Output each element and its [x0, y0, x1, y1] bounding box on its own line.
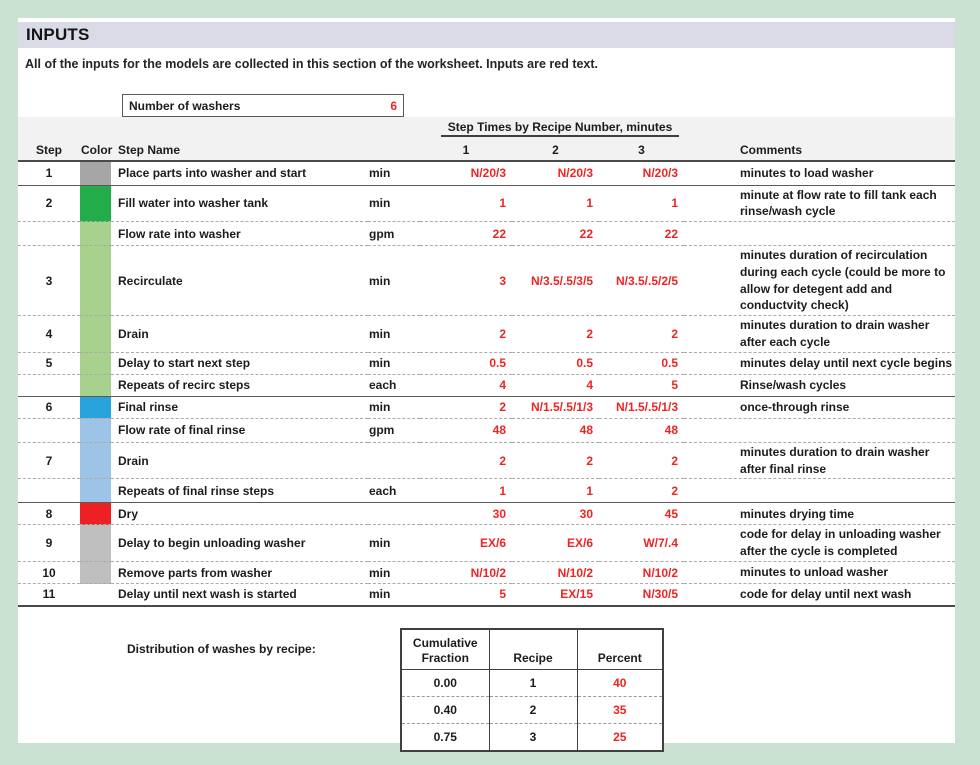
comment: minutes delay until next cycle begins [684, 352, 955, 374]
dist-col-cumulative-fraction: Cumulative Fraction [401, 629, 489, 670]
recipe-1-value: 22 [420, 222, 512, 246]
step-number: 6 [18, 396, 80, 418]
step-name: Delay to start next step [111, 352, 368, 374]
distribution-row [401, 723, 663, 751]
recipe-2-value: 48 [512, 418, 599, 442]
recipe-1-value: 1 [420, 185, 512, 222]
table-row [18, 246, 955, 316]
step-name: Final rinse [111, 396, 368, 418]
recipe-1-value: 30 [420, 503, 512, 525]
unit: min [368, 246, 420, 316]
recipe-2-value: N/20/3 [557, 166, 593, 181]
percent-value: 40 [577, 669, 663, 696]
number-of-washers-value: 6 [390, 98, 397, 113]
col-header-comments: Comments [740, 143, 803, 157]
comment [684, 418, 955, 442]
step-name: Recirculate [111, 246, 368, 316]
step-number: 2 [18, 185, 80, 222]
step-number: 1 [45, 166, 53, 181]
comment: minutes drying time [684, 503, 955, 525]
table-row [18, 442, 955, 479]
step-number: 11 [18, 584, 80, 606]
col-header-step-name: Step Name [118, 143, 181, 157]
group-header-title: Step Times by Recipe Number, minutes [441, 118, 679, 137]
unit: gpm [368, 418, 420, 442]
table-row [18, 222, 955, 246]
recipe-2-value: 30 [512, 503, 599, 525]
recipe-3-value: 48 [599, 418, 684, 442]
color-swatch [80, 316, 111, 353]
step-name: Remove parts from washer [111, 562, 368, 584]
step-name: Repeats of final rinse steps [111, 479, 368, 503]
step-name: Drain [111, 442, 368, 479]
recipe-2-value: 2 [512, 316, 599, 353]
group-header-cell [420, 117, 684, 138]
recipe-3-value: N/20/3 [642, 166, 679, 181]
step-name: Dry [111, 503, 368, 525]
color-swatch [80, 246, 111, 316]
recipe-3-value: 2 [599, 479, 684, 503]
cumulative-fraction-value: 0.40 [401, 696, 489, 723]
recipe-2-value: N/1.5/.5/1/3 [512, 396, 599, 418]
recipe-2-value: EX/6 [512, 525, 599, 562]
step-number [18, 418, 80, 442]
step-number: 5 [18, 352, 80, 374]
table-row [18, 161, 955, 185]
table-row [18, 185, 955, 222]
recipe-2-value: 4 [512, 374, 599, 396]
unit [368, 503, 420, 525]
recipe-3-value: 2 [599, 316, 684, 353]
section-title: INPUTS [18, 22, 955, 48]
comment: minutes duration to drain washer after final rinse [684, 442, 955, 479]
step-name: Delay to begin unloading washer [111, 525, 368, 562]
step-number: 9 [18, 525, 80, 562]
unit: min [368, 316, 420, 353]
recipe-1-value: N/20/3 [470, 166, 506, 181]
distribution-table [400, 628, 664, 752]
inputs-table [18, 117, 955, 607]
recipe-3-value: 45 [599, 503, 684, 525]
dist-col-percent: Percent [577, 629, 663, 670]
recipe-1-value: N/10/2 [420, 562, 512, 584]
recipe-1-value: 2 [420, 316, 512, 353]
percent-value: 25 [577, 723, 663, 751]
recipe-1-value: 48 [420, 418, 512, 442]
color-swatch [80, 222, 111, 246]
recipe-1-value: 4 [420, 374, 512, 396]
recipe-2-value: EX/15 [512, 584, 599, 606]
recipe-3-value: W/7/.4 [599, 525, 684, 562]
distribution-label: Distribution of washes by recipe: [127, 641, 316, 656]
distribution-header-row [401, 629, 663, 670]
table-row [18, 396, 955, 418]
unit: min [369, 166, 391, 181]
color-swatch [80, 525, 111, 562]
color-swatch [80, 584, 111, 606]
step-number: 8 [18, 503, 80, 525]
step-name: Flow rate of final rinse [111, 418, 368, 442]
unit: min [368, 562, 420, 584]
distribution-row [401, 669, 663, 696]
recipe-2-value: N/3.5/.5/3/5 [512, 246, 599, 316]
table-row [18, 562, 955, 584]
table-row [18, 479, 955, 503]
recipe-3-value: 1 [599, 185, 684, 222]
step-name: Place parts into washer and start [118, 166, 307, 181]
unit [368, 442, 420, 479]
step-number: 3 [18, 246, 80, 316]
recipe-1-value: 1 [420, 479, 512, 503]
worksheet [18, 18, 955, 743]
step-name: Flow rate into washer [111, 222, 368, 246]
color-swatch [80, 418, 111, 442]
dist-col-recipe: Recipe [489, 629, 577, 670]
group-header-row [18, 117, 955, 138]
comment: minutes to unload washer [684, 562, 955, 584]
recipe-3-value: 2 [599, 442, 684, 479]
recipe-1-value: 2 [420, 396, 512, 418]
color-swatch [80, 503, 111, 525]
unit: min [368, 525, 420, 562]
recipe-3-value: 0.5 [599, 352, 684, 374]
step-number [18, 479, 80, 503]
col-header-step: Step [35, 143, 62, 157]
unit: min [368, 352, 420, 374]
unit: each [368, 374, 420, 396]
comment: once-through rinse [684, 396, 955, 418]
recipe-value: 1 [489, 669, 577, 696]
step-name: Fill water into washer tank [111, 185, 368, 222]
comment [684, 222, 955, 246]
recipe-1-value: EX/6 [420, 525, 512, 562]
distribution-row [401, 696, 663, 723]
number-of-washers-label: Number of washers [129, 98, 241, 113]
recipe-3-value: N/30/5 [599, 584, 684, 606]
comment: Rinse/wash cycles [684, 374, 955, 396]
unit: each [368, 479, 420, 503]
color-swatch [80, 479, 111, 503]
step-number [18, 374, 80, 396]
recipe-3-value: N/1.5/.5/1/3 [599, 396, 684, 418]
table-row [18, 503, 955, 525]
number-of-washers-field [122, 94, 404, 117]
recipe-1-value: 2 [420, 442, 512, 479]
table-row [18, 352, 955, 374]
color-swatch [80, 562, 111, 584]
recipe-1-value: 0.5 [420, 352, 512, 374]
unit: gpm [368, 222, 420, 246]
recipe-2-value: 0.5 [512, 352, 599, 374]
group-header-spacer [684, 117, 955, 138]
recipe-3-value: 5 [599, 374, 684, 396]
color-swatch [80, 185, 111, 222]
recipe-2-value: 2 [512, 442, 599, 479]
comment: minutes duration to drain washer after each cycle [684, 316, 955, 353]
color-swatch [80, 352, 111, 374]
step-number: 7 [18, 442, 80, 479]
inputs-table-header [18, 117, 955, 161]
recipe-2-value: N/10/2 [512, 562, 599, 584]
recipe-3-value: N/10/2 [599, 562, 684, 584]
color-swatch [80, 442, 111, 479]
recipe-1-value: 5 [420, 584, 512, 606]
table-row [18, 418, 955, 442]
comment: code for delay in unloading washer after the cycle is completed [684, 525, 955, 562]
step-name: Drain [111, 316, 368, 353]
group-header-spacer [18, 117, 420, 138]
recipe-value: 2 [489, 696, 577, 723]
recipe-3-value: N/3.5/.5/2/5 [599, 246, 684, 316]
color-swatch [80, 374, 111, 396]
step-name: Delay until next wash is started [111, 584, 368, 606]
step-number [18, 222, 80, 246]
table-row [18, 525, 955, 562]
recipe-3-value: 22 [599, 222, 684, 246]
cumulative-fraction-value: 0.75 [401, 723, 489, 751]
color-swatch [80, 396, 111, 418]
col-header-recipe-2: 2 [552, 143, 559, 157]
comment [684, 479, 955, 503]
col-header-recipe-1: 1 [462, 143, 470, 157]
unit: min [368, 185, 420, 222]
recipe-2-value: 22 [512, 222, 599, 246]
table-row [18, 584, 955, 606]
table-row [18, 374, 955, 396]
table-row [18, 316, 955, 353]
step-number: 4 [18, 316, 80, 353]
step-name: Repeats of recirc steps [111, 374, 368, 396]
col-header-color: Color [81, 143, 113, 157]
recipe-value: 3 [489, 723, 577, 751]
unit: min [368, 396, 420, 418]
step-number: 10 [18, 562, 80, 584]
percent-value: 35 [577, 696, 663, 723]
recipe-2-value: 1 [512, 185, 599, 222]
col-header-recipe-3: 3 [638, 143, 645, 157]
color-swatch [80, 161, 111, 185]
section-subtitle: All of the inputs for the models are collected in this section of the worksheet. Inputs are red text. [25, 57, 599, 71]
unit: min [368, 584, 420, 606]
comment: minutes to load washer [740, 165, 874, 180]
recipe-1-value: 3 [420, 246, 512, 316]
recipe-2-value: 1 [512, 479, 599, 503]
comment: minute at flow rate to fill tank each rinse/wash cycle [684, 185, 955, 222]
comment: code for delay until next wash [684, 584, 955, 606]
distribution-section [18, 628, 955, 758]
cumulative-fraction-value: 0.00 [433, 675, 457, 690]
column-header-row [18, 138, 955, 161]
comment: minutes duration of recirculation during each cycle (could be more to allow for detegent add and conductvity check) [684, 246, 955, 316]
